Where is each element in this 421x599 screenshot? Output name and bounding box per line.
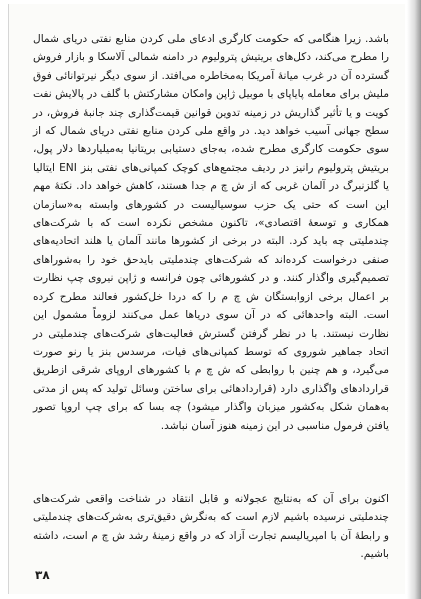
page-edge-shadow — [407, 0, 421, 599]
body-paragraph-2: اکنون برای آن که به‌نتایج عجولانه و قابل انتقاد در شناخت واقعی شرکت‌های چندملیتی نرسیده باشیم لازم است که به‌نگرش دقیق‌تری به‌شرکت‌های چندملیتی و رابطهٔ آن با امپریالیسم تجارت آزاد که در واقع زمینهٔ رشد ش چ م است، داشته باشیم. — [33, 493, 389, 561]
book-page — [8, 4, 405, 594]
page-number: ۳۸ — [35, 568, 50, 582]
body-paragraph-1: باشد. زیرا هنگامی که حکومت کارگری ادعای ملی کردن منابع نفتی دریای شمال را مطرح می‌کند، دکل‌های بریتیش پترولیوم در دامنه شمالی آلاسکا و بازار فروش گسترده آن در غرب میانهٔ آمریکا به‌مخاطره می‌افتد. از سوی دیگر نیرتوانائی فوق ملیش برای معامله پایاپای با موبیل ژاپن وامکان مشارکتش با گلف در پالایش نفت کویت و یا تأثیر گذاریش در زمینه تدوین قوانین قیمت‌گذاری چند جانبهٔ فروش، در سطح جهانی آسیب خواهد دید. در واقع ملی کردن منابع نفتی دریای شمال که از سوی حکومت کارگری مطرح شده، به‌جای دستیابی بریتانیا به‌میلیاردها دلار پول، بریتیش پترولیوم رانیز در ردیف مجتمع‌های کوچک کمپانی‌های نفتی بنز ENI ایتالیا یا گلزنبرگ در آلمان غربی که از ش چ م جدا هستند، کاهش خواهد داد. نکتهٔ مهم این است که حتی یک حزب سوسیالیست در کشورهای وابسته به«سازمان همکاری و توسعهٔ اقتصادی»، تاکنون مشخص نکرده است که با شرکت‌های چندملیتی چه باید کرد. البته در برخی از کشورها مانند آلمان یا هلند اتحادیه‌های صنفی درخواست کرده‌اند که شرکت‌های چندملیتی بایدحق خود را به‌شوراهای تصمیم‌گیری واگذار کنند. و در کشورهائی چون فرانسه و ژاپن نیروی چپ نظارت بر اعمال برخی ازوابستگان ش چ م را که دردا خل‌کشور فعالند مطرح کرده است. البته واحدهائی که در آن سوی دریاها عمل می‌کنند لزوماً مشمول این نظارت نیستند. با در نظر گرفتن گسترش فعالیت‌های شرکت‌های چندملیتی در اتحاد جماهیر شوروی که توسط کمپانی‌های فیات، مرسدس بنز یا رنو صورت می‌گیرد، و هم چنین با روابطی که ش چ م با کشورهای اروپای شرقی ازطریق قراردادهای واگذاری دارد (قراردادهائی برای ساختن وسائل تولید که پس از مدتی به‌همان شکل به‌کشور میزبان واگذار میشود) چه بسا که برای چپ اروپا تصور یافتن فرمول مناسبی در این زمینه هنوز آسان نباشد. — [33, 33, 389, 432]
